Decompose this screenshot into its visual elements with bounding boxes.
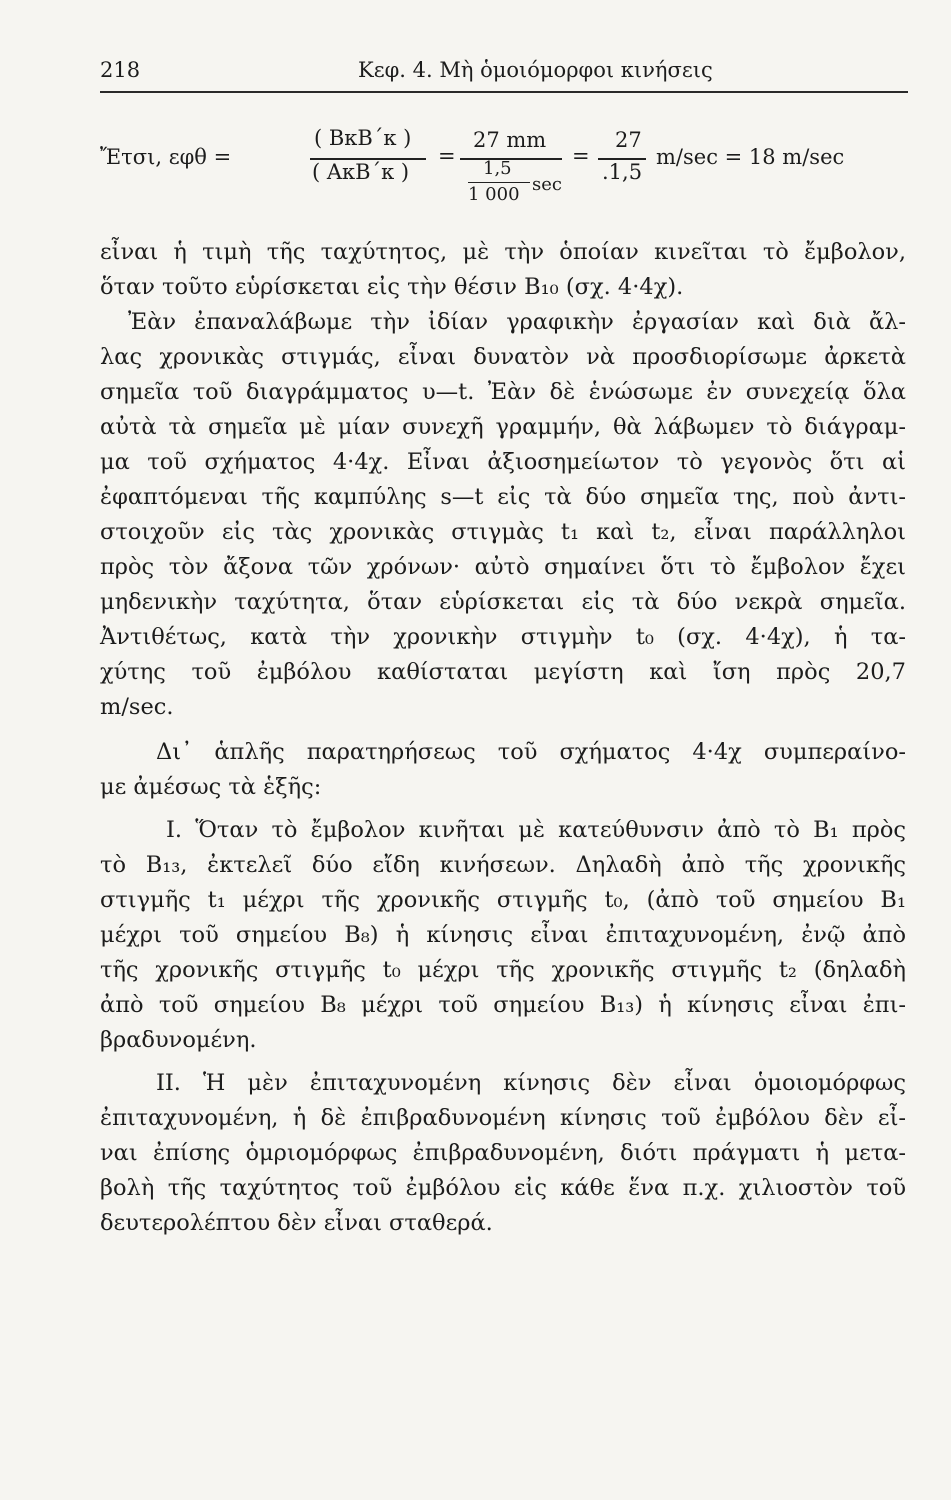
text-line: τὸ B₁₃, ἐκτελεῖ δύο εἴδη κινήσεων. Δηλαδὴ ἀπὸ τῆς χρονικῆς [100,852,906,878]
text-line: m/sec. [100,694,174,720]
paragraph-observation [100,735,906,805]
frac3-denominator: .1,5 [602,160,643,184]
text-line: στιγμῆς t₁ μέχρι τῆς χρονικῆς στιγμῆς t₀, (ἀπὸ τοῦ σημείου B₁ [100,887,906,913]
frac2-inner-numerator: 1,5 [483,158,512,179]
text-line: αὐτὰ τὰ σημεῖα μὲ μίαν συνεχῆ γραμμήν, θὰ λάβωμεν τὸ διάγραμ- [100,414,906,440]
text-line: μέχρι τοῦ σημείου B₈) ἡ κίνησις εἶναι ἐπιταχυνομένη, ἐνῷ ἀπὸ [100,922,906,948]
text-line: βολὴ τῆς ταχύτητος τοῦ ἐμβόλου εἰς κάθε ἕνα π.χ. χιλιοστὸν τοῦ [100,1175,906,1201]
text-line: χύτης τοῦ ἐμβόλου καθίσταται μεγίστη καὶ ἴση πρὸς 20,7 [100,659,906,685]
paragraph-point-one [100,813,906,1058]
text-line: Δι᾽ ἁπλῆς παρατηρήσεως τοῦ σχήματος 4·4χ συμπεραίνο- [156,739,906,765]
paragraph-diagram [100,305,906,725]
text-line: Ἀντιθέτως, κατὰ τὴν χρονικὴν στιγμὴν t₀ (σχ. 4·4χ), ἡ τα- [100,624,906,650]
paragraph-velocity-value [100,235,906,305]
text-line: ἐπιταχυνομένη, ἡ δὲ ἐπιβραδυνομένη κίνησις τοῦ ἐμβόλου δὲν εἶ- [100,1105,906,1131]
header-rule [100,91,908,93]
text-line: II. Ἡ μὲν ἐπιταχυνομένη κίνησις δὲν εἶναι ὁμοιομόρφως [156,1070,906,1096]
frac1-denominator: ( AκB΄κ ) [312,160,410,184]
text-line: δευτερολέπτου δὲν εἶναι σταθερά. [100,1210,493,1236]
speed-formula [100,118,906,218]
text-line: I. Ὅταν τὸ ἔμβολον κινῆται μὲ κατεύθυνσιν ἀπὸ τὸ B₁ πρὸς [166,817,906,843]
text-line: ὅταν τοῦτο εὑρίσκεται εἰς τὴν θέσιν B₁₀ (σχ. 4·4χ). [100,274,684,300]
text-line: με ἀμέσως τὰ ἑξῆς: [100,774,322,800]
text-line: Ἐὰν ἐπαναλάβωμε τὴν ἰδίαν γραφικὴν ἐργασίαν καὶ διὰ ἄλ- [128,309,906,335]
running-head: Κεφ. 4. Μὴ ὁμοιόμορφοι κινήσεις [358,58,713,82]
text-line: εἶναι ἡ τιμὴ τῆς ταχύτητος, μὲ τὴν ὁποίαν κινεῖται τὸ ἔμβολον, [100,239,906,265]
text-line: σημεῖα τοῦ διαγράμματος υ—t. Ἐὰν δὲ ἑνώσωμε ἐν συνεχείᾳ ὅλα [100,379,906,405]
frac2-unit: sec [532,174,562,195]
frac2-numerator: 27 mm [473,128,547,152]
formula-lead: Ἔτσι, εφθ = [100,145,232,169]
frac1-numerator: ( BκB΄κ ) [314,126,412,150]
text-line: μα τοῦ σχήματος 4·4χ. Εἶναι ἀξιοσημείωτον τὸ γεγονὸς ὅτι αἱ [100,449,906,475]
text-line: ἀπὸ τοῦ σημείου B₈ μέχρι τοῦ σημείου B₁₃) ἡ κίνησις εἶναι ἐπι- [100,992,906,1018]
text-line: στοιχοῦν εἰς τὰς χρονικὰς στιγμὰς t₁ καὶ t₂, εἶναι παράλληλοι [100,519,906,545]
text-line: τῆς χρονικῆς στιγμῆς t₀ μέχρι τῆς χρονικῆς στιγμῆς t₂ (δηλαδὴ [100,957,906,983]
body-text [100,235,906,1241]
text-line: βραδυνομένη. [100,1027,257,1053]
page-number: 218 [100,58,141,82]
equals-sign-2: = [572,144,590,168]
text-line: ἐφαπτόμεναι τῆς καμπύλης s—t εἰς τὰ δύο σημεῖα της, ποὺ ἀντι- [100,484,906,510]
text-line: μηδενικὴν ταχύτητα, ὅταν εὑρίσκεται εἰς τὰ δύο νεκρὰ σημεῖα. [100,589,906,615]
frac3-numerator: 27 [615,128,642,152]
frac2-inner-bar [468,182,530,183]
paragraph-point-two [100,1066,906,1241]
text-line: λας χρονικὰς στιγμάς, εἶναι δυνατὸν νὰ προσδιορίσωμε ἀρκετὰ [100,344,906,370]
formula-result: m/sec = 18 m/sec [656,145,845,169]
text-line: ναι ἐπίσης ὁμριομόρφως ἐπιβραδυνομένη, διότι πράγματι ἡ μετα- [100,1140,906,1166]
equals-sign-1: = [438,144,456,168]
frac2-inner-denominator: 1 000 [468,184,520,205]
text-line: πρὸς τὸν ἄξονα τῶν χρόνων· αὐτὸ σημαίνει ὅτι τὸ ἔμβολον ἔχει [100,554,906,580]
